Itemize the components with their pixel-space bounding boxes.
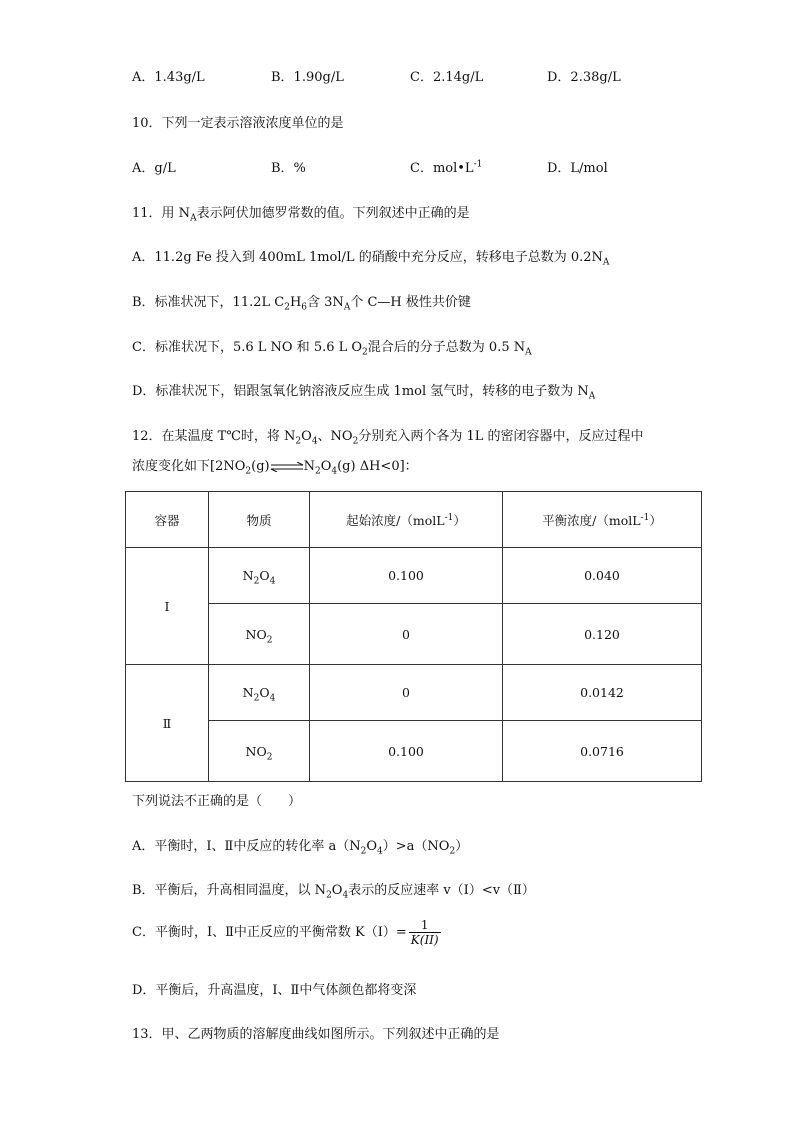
q12-option-b: B．平衡后，升高相同温度，以 $N_2O_4$表示的反应速率 v（Ⅰ）<v（Ⅱ） — [132, 883, 535, 901]
header-container: 容器 — [126, 492, 209, 548]
q10-option-d: D．L/mol — [547, 161, 608, 176]
q10-options — [132, 157, 692, 177]
header-species: 物质 — [209, 492, 310, 548]
q11-stem: 11．用 $N_A$表示阿伏加德罗常数的值。下列叙述中正确的是 — [132, 206, 470, 224]
equilibrium-arrow-icon — [270, 462, 304, 472]
fraction: $\frac{1}{K(II)}$ — [410, 918, 439, 947]
q11-option-d: D．标准状况下，铝跟氢氧化钠溶液反应生成 1mol 氢气时，转移的电子数为 $N_A$ — [132, 384, 596, 402]
species-cell: $N_2O_4$ — [209, 548, 310, 604]
species-cell: $NO_2$ — [209, 721, 310, 782]
header-start-conc: 起始浓度/（molL$^{-1}$） — [310, 492, 503, 548]
q12-question: 下列说法不正确的是（ ） — [132, 794, 302, 809]
q11-option-a: A．11.2g Fe 投入到 400mL 1mol/L 的硝酸中充分反应，转移电子总数为 $0.2N_A$ — [132, 250, 610, 268]
q9-options — [132, 66, 692, 86]
table-row — [126, 604, 702, 665]
q12-option-a: A．平衡时，Ⅰ、Ⅱ中反应的转化率 $a(N_2O_4)>a(NO_2)$ — [132, 839, 469, 857]
table-header-row — [126, 492, 702, 548]
q12-option-d: D．平衡后，升高温度，Ⅰ、Ⅱ中气体颜色都将变深 — [132, 983, 417, 998]
q12-stem-line2: 浓度变化如下[$2NO_2(g)$ $N_2O_4(g)$ ΔH<0]： — [132, 459, 418, 477]
eq-cell: 0.0142 — [503, 665, 702, 721]
q11-option-b: B．标准状况下，11.2L $C_2H_6$含 $3N_A$个 C—H 极性共价键 — [132, 295, 471, 313]
concentration-table — [125, 491, 702, 782]
q9-option-c: C．2.14g/L — [410, 70, 484, 85]
table-row — [126, 548, 702, 604]
eq-cell: 0.040 — [503, 548, 702, 604]
start-cell: 0.100 — [310, 721, 503, 782]
q12-stem-line1: 12．在某温度 T℃时，将 $N_2O_4$、$NO_2$分别充入两个各为 1L 的密闭容器中，反应过程中 — [132, 429, 644, 447]
table-row — [126, 665, 702, 721]
q9-option-a: A．1.43g/L — [132, 70, 205, 85]
q13-stem: 13．甲、乙两物质的溶解度曲线如图所示。下列叙述中正确的是 — [132, 1027, 500, 1042]
q12-option-c: C．平衡时，Ⅰ、Ⅱ中正反应的平衡常数 K（I）= $\frac{1}{K(II)}$ — [132, 918, 439, 947]
q11-option-c: C．标准状况下，5.6 L NO 和 5.6 L $O_2$混合后的分子总数为 0.5 $N_A$ — [132, 340, 532, 358]
species-cell: $NO_2$ — [209, 604, 310, 665]
table-row — [126, 721, 702, 782]
species-cell: $N_2O_4$ — [209, 665, 310, 721]
q9-option-b: B．1.90g/L — [271, 70, 344, 85]
container-cell: I — [126, 548, 209, 665]
q10-option-a: A．g/L — [132, 161, 176, 176]
start-cell: 0.100 — [310, 548, 503, 604]
start-cell: 0 — [310, 665, 503, 721]
start-cell: 0 — [310, 604, 503, 665]
eq-cell: 0.120 — [503, 604, 702, 665]
eq-cell: 0.0716 — [503, 721, 702, 782]
container-cell: Ⅱ — [126, 665, 209, 782]
q10-option-b: B．% — [271, 161, 306, 176]
q9-option-d: D．2.38g/L — [547, 70, 621, 85]
header-eq-conc: 平衡浓度/（molL$^{-1}$） — [503, 492, 702, 548]
q10-stem: 10．下列一定表示溶液浓度单位的是 — [132, 116, 344, 131]
q10-option-c: C．$mol•L^{-1}$ — [410, 159, 483, 176]
